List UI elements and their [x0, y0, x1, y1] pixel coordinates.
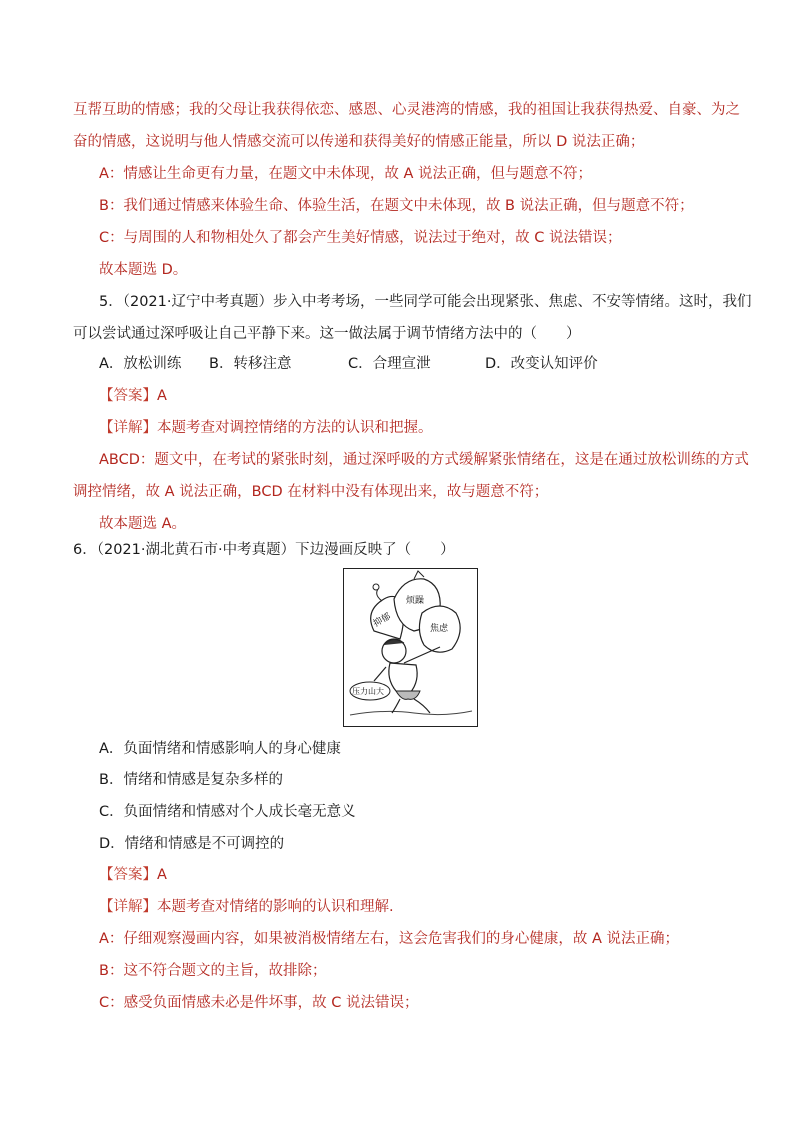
q6-comic-image	[343, 568, 478, 727]
q6-option-c-analysis: C：感受负面情感未必是件坏事，故 C 说法错误；	[99, 995, 419, 1011]
q5-option-c: C．合理宣泄	[348, 356, 431, 372]
prev-option-a-analysis: A：情感让生命更有力量，在题文中未体现，故 A 说法正确，但与题意不符；	[99, 166, 593, 182]
q6-answer	[99, 865, 167, 885]
q6-option-b-analysis: B：这不符合题文的主旨，故排除；	[99, 963, 327, 979]
q5-detail-text: 本题考查对调控情绪的方法的认识和把握。	[157, 420, 433, 436]
comic-label-2: 抑郁	[372, 611, 393, 630]
comic-label-3: 焦虑	[430, 624, 449, 634]
q5-stem-line-1: 5．（2021·辽宁中考真题）步入中考考场，一些同学可能会出现紧张、焦虑、不安等情绪。这时，我们	[99, 294, 752, 310]
q5-detail	[99, 418, 433, 438]
q5-analysis-line-2: 调控情绪，故 A 说法正确，BCD 在材料中没有体现出来，故与题意不符；	[73, 484, 549, 500]
q5-stem-line-2: 可以尝试通过深呼吸让自己平静下来。这一做法属于调节情绪方法中的（ ）	[73, 326, 581, 342]
prev-option-b-analysis: B：我们通过情感来体验生命、体验生活，在题文中未体现，故 B 说法正确，但与题意不符；	[99, 198, 694, 214]
q6-answer-tag: 【答案】	[99, 867, 157, 883]
q6-detail-tag: 【详解】	[99, 899, 157, 915]
q6-detail-text: 本题考查对情绪的影响的认识和理解.	[157, 899, 394, 915]
stressed-person-comic-icon	[344, 569, 477, 726]
q6-detail	[99, 897, 394, 917]
q6-stem: 6．（2021·湖北黄石市·中考真题）下边漫画反映了（ ）	[73, 542, 455, 558]
prev-explanation-line-1: 互帮互助的情感；我的父母让我获得依恋、感恩、心灵港湾的情感，我的祖国让我获得热爱、自豪、为之	[73, 102, 740, 118]
q5-option-a: A．放松训练	[99, 356, 182, 372]
comic-label-4: 压力山大	[352, 687, 384, 696]
q5-option-d: D．改变认知评价	[485, 356, 598, 372]
q6-option-c: C．负面情绪和情感对个人成长毫无意义	[99, 804, 356, 820]
q5-answer-tag: 【答案】	[99, 388, 157, 404]
q5-answer-value: A	[157, 388, 167, 404]
q5-answer	[99, 386, 167, 406]
q6-option-d: D．情绪和情感是不可调控的	[99, 836, 285, 852]
q6-option-b: B．情绪和情感是复杂多样的	[99, 772, 283, 788]
prev-conclusion: 故本题选 D。	[99, 262, 188, 278]
q6-answer-value: A	[157, 867, 167, 883]
q5-analysis-line-1: ABCD：题文中，在考试的紧张时刻，通过深呼吸的方式缓解紧张情绪在，这是在通过放松训练的方式	[99, 452, 749, 468]
prev-explanation-line-2: 奋的情感，这说明与他人情感交流可以传递和获得美好的情感正能量，所以 D 说法正确；	[73, 134, 645, 150]
q5-detail-tag: 【详解】	[99, 420, 157, 436]
q5-option-b: B．转移注意	[209, 356, 292, 372]
prev-option-c-analysis: C：与周围的人和物相处久了都会产生美好情感，说法过于绝对，故 C 说法错误；	[99, 230, 622, 246]
q6-option-a: A．负面情绪和情感影响人的身心健康	[99, 741, 341, 757]
comic-label-1: 烦躁	[406, 596, 425, 606]
q6-option-a-analysis: A：仔细观察漫画内容，如果被消极情绪左右，这会危害我们的身心健康，故 A 说法正确；	[99, 931, 680, 947]
q5-conclusion: 故本题选 A。	[99, 516, 187, 532]
